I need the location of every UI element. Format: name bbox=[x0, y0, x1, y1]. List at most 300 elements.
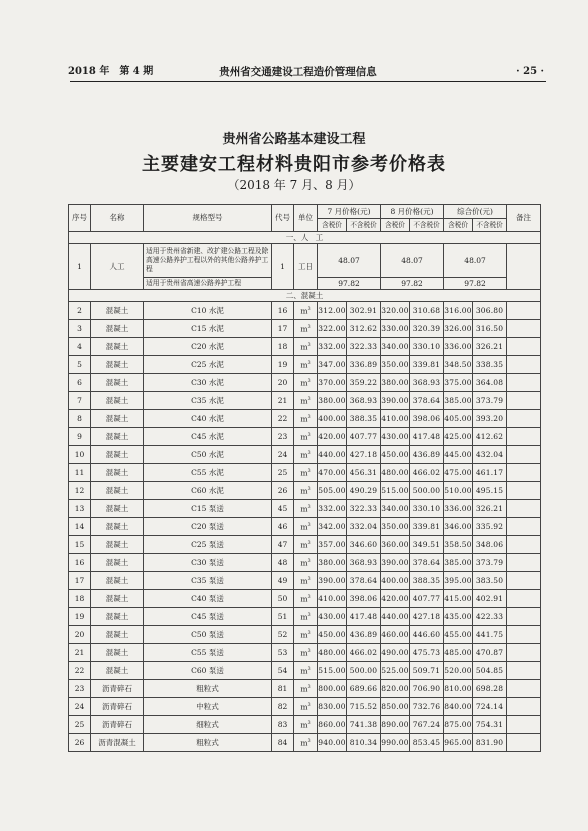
unit-exponent: 3 bbox=[307, 737, 311, 744]
row-avg-tax-in: 336.00 bbox=[444, 338, 473, 356]
jul-tax-ex: 不含税价 bbox=[347, 219, 381, 232]
row-avg-tax-in: 435.00 bbox=[444, 608, 473, 626]
row-aug-tax-in: 430.00 bbox=[381, 428, 410, 446]
row-jul-tax-in: 480.00 bbox=[318, 644, 347, 662]
row-avg-tax-in: 455.00 bbox=[444, 626, 473, 644]
row-avg-tax-in: 485.00 bbox=[444, 644, 473, 662]
labor-jul-1: 48.07 bbox=[318, 244, 381, 278]
row-spec: C45 水泥 bbox=[144, 428, 272, 446]
row-unit bbox=[294, 698, 318, 716]
row-aug-tax-ex: 500.00 bbox=[410, 482, 444, 500]
row-unit bbox=[294, 608, 318, 626]
row-jul-tax-in: 332.00 bbox=[318, 500, 347, 518]
unit-base: m bbox=[300, 306, 308, 315]
row-name: 混凝土 bbox=[91, 320, 144, 338]
row-avg-tax-in: 520.00 bbox=[444, 662, 473, 680]
row-no: 24 bbox=[69, 698, 91, 716]
labor-aug-1: 48.07 bbox=[381, 244, 444, 278]
row-note bbox=[507, 716, 541, 734]
row-aug-tax-ex: 368.93 bbox=[410, 374, 444, 392]
unit-base: m bbox=[300, 342, 308, 351]
unit-exponent: 3 bbox=[307, 701, 311, 708]
row-avg-tax-in: 425.00 bbox=[444, 428, 473, 446]
row-no: 26 bbox=[69, 734, 91, 752]
row-code: 19 bbox=[272, 356, 294, 374]
unit-exponent: 3 bbox=[307, 683, 311, 690]
col-aug: 8 月价格(元) bbox=[381, 205, 444, 219]
row-note bbox=[507, 392, 541, 410]
table-row bbox=[69, 356, 541, 374]
unit-exponent: 3 bbox=[307, 395, 311, 402]
row-unit bbox=[294, 374, 318, 392]
row-note bbox=[507, 302, 541, 320]
row-aug-tax-in: 320.00 bbox=[381, 302, 410, 320]
row-avg-tax-ex: 461.17 bbox=[473, 464, 507, 482]
row-unit bbox=[294, 554, 318, 572]
unit-exponent: 3 bbox=[307, 575, 311, 582]
row-name: 混凝土 bbox=[91, 464, 144, 482]
row-no: 3 bbox=[69, 320, 91, 338]
row-no: 18 bbox=[69, 590, 91, 608]
table-row bbox=[69, 554, 541, 572]
unit-base: m bbox=[300, 468, 308, 477]
row-jul-tax-ex: 368.93 bbox=[347, 392, 381, 410]
row-avg-tax-ex: 364.08 bbox=[473, 374, 507, 392]
row-code: 16 bbox=[272, 302, 294, 320]
row-aug-tax-in: 515.00 bbox=[381, 482, 410, 500]
row-spec: C55 水泥 bbox=[144, 464, 272, 482]
row-aug-tax-in: 850.00 bbox=[381, 698, 410, 716]
table-row bbox=[69, 410, 541, 428]
row-note bbox=[507, 320, 541, 338]
jul-tax-in: 含税价 bbox=[318, 219, 347, 232]
col-avg: 综合价(元) bbox=[444, 205, 507, 219]
unit-base: m bbox=[300, 648, 308, 657]
row-aug-tax-ex: 378.64 bbox=[410, 392, 444, 410]
table-row bbox=[69, 590, 541, 608]
row-no: 22 bbox=[69, 662, 91, 680]
row-note bbox=[507, 644, 541, 662]
row-jul-tax-ex: 490.29 bbox=[347, 482, 381, 500]
row-name: 混凝土 bbox=[91, 428, 144, 446]
row-jul-tax-in: 515.00 bbox=[318, 662, 347, 680]
table-row bbox=[69, 644, 541, 662]
row-avg-tax-ex: 495.15 bbox=[473, 482, 507, 500]
row-unit bbox=[294, 680, 318, 698]
table-row bbox=[69, 698, 541, 716]
labor-avg-1: 48.07 bbox=[444, 244, 507, 278]
row-spec: C40 泵送 bbox=[144, 590, 272, 608]
row-jul-tax-ex: 689.66 bbox=[347, 680, 381, 698]
unit-base: m bbox=[300, 630, 308, 639]
header-row bbox=[69, 205, 541, 219]
row-no: 20 bbox=[69, 626, 91, 644]
row-jul-tax-ex: 407.77 bbox=[347, 428, 381, 446]
row-avg-tax-ex: 316.50 bbox=[473, 320, 507, 338]
unit-base: m bbox=[300, 702, 308, 711]
row-jul-tax-in: 860.00 bbox=[318, 716, 347, 734]
row-name: 混凝土 bbox=[91, 590, 144, 608]
table-row bbox=[69, 374, 541, 392]
row-jul-tax-in: 430.00 bbox=[318, 608, 347, 626]
unit-exponent: 3 bbox=[307, 647, 311, 654]
row-avg-tax-in: 395.00 bbox=[444, 572, 473, 590]
row-jul-tax-in: 357.00 bbox=[318, 536, 347, 554]
unit-base: m bbox=[300, 378, 308, 387]
issue-label: 2018 年 第 4 期 bbox=[68, 66, 154, 77]
row-name: 沥青混凝土 bbox=[91, 734, 144, 752]
row-aug-tax-in: 380.00 bbox=[381, 374, 410, 392]
row-aug-tax-ex: 427.18 bbox=[410, 608, 444, 626]
row-name: 混凝土 bbox=[91, 554, 144, 572]
row-aug-tax-ex: 388.35 bbox=[410, 572, 444, 590]
row-spec: C35 水泥 bbox=[144, 392, 272, 410]
row-aug-tax-in: 340.00 bbox=[381, 500, 410, 518]
title-line-3: （2018 年 7 月、8 月） bbox=[227, 178, 361, 192]
row-jul-tax-ex: 312.62 bbox=[347, 320, 381, 338]
row-aug-tax-in: 360.00 bbox=[381, 536, 410, 554]
row-name: 混凝土 bbox=[91, 608, 144, 626]
labor-code: 1 bbox=[272, 244, 294, 290]
unit-exponent: 3 bbox=[307, 611, 311, 618]
row-avg-tax-in: 510.00 bbox=[444, 482, 473, 500]
row-no: 7 bbox=[69, 392, 91, 410]
row-spec: C55 泵送 bbox=[144, 644, 272, 662]
page-header bbox=[22, 64, 574, 80]
row-no: 19 bbox=[69, 608, 91, 626]
row-avg-tax-ex: 402.91 bbox=[473, 590, 507, 608]
row-jul-tax-in: 380.00 bbox=[318, 554, 347, 572]
row-jul-tax-ex: 810.34 bbox=[347, 734, 381, 752]
row-avg-tax-ex: 326.21 bbox=[473, 338, 507, 356]
row-jul-tax-ex: 436.89 bbox=[347, 626, 381, 644]
unit-exponent: 3 bbox=[307, 719, 311, 726]
row-avg-tax-ex: 441.75 bbox=[473, 626, 507, 644]
row-jul-tax-ex: 500.00 bbox=[347, 662, 381, 680]
row-aug-tax-in: 820.00 bbox=[381, 680, 410, 698]
row-avg-tax-in: 375.00 bbox=[444, 374, 473, 392]
row-avg-tax-ex: 338.35 bbox=[473, 356, 507, 374]
row-note bbox=[507, 374, 541, 392]
title-line-1: 贵州省公路基本建设工程 bbox=[222, 132, 366, 147]
unit-exponent: 3 bbox=[307, 323, 311, 330]
labor-desc-2: 适用于贵州省高速公路养护工程 bbox=[144, 278, 272, 290]
section-row-concrete bbox=[69, 290, 541, 302]
row-name: 沥青碎石 bbox=[91, 698, 144, 716]
row-name: 混凝土 bbox=[91, 662, 144, 680]
row-name: 混凝土 bbox=[91, 302, 144, 320]
row-aug-tax-in: 390.00 bbox=[381, 554, 410, 572]
table-row bbox=[69, 626, 541, 644]
row-jul-tax-ex: 302.91 bbox=[347, 302, 381, 320]
row-jul-tax-in: 940.00 bbox=[318, 734, 347, 752]
row-no: 10 bbox=[69, 446, 91, 464]
row-spec: C25 泵送 bbox=[144, 536, 272, 554]
row-name: 混凝土 bbox=[91, 446, 144, 464]
row-code: 50 bbox=[272, 590, 294, 608]
row-code: 25 bbox=[272, 464, 294, 482]
unit-exponent: 3 bbox=[307, 629, 311, 636]
row-name: 混凝土 bbox=[91, 338, 144, 356]
row-note bbox=[507, 734, 541, 752]
row-aug-tax-in: 330.00 bbox=[381, 320, 410, 338]
unit-base: m bbox=[300, 450, 308, 459]
unit-base: m bbox=[300, 504, 308, 513]
row-no: 21 bbox=[69, 644, 91, 662]
row-code: 45 bbox=[272, 500, 294, 518]
row-aug-tax-ex: 475.73 bbox=[410, 644, 444, 662]
row-jul-tax-ex: 346.60 bbox=[347, 536, 381, 554]
row-name: 混凝土 bbox=[91, 482, 144, 500]
row-aug-tax-in: 400.00 bbox=[381, 572, 410, 590]
labor-jul-2: 97.82 bbox=[318, 278, 381, 290]
row-aug-tax-ex: 378.64 bbox=[410, 554, 444, 572]
unit-exponent: 3 bbox=[307, 449, 311, 456]
unit-base: m bbox=[300, 486, 308, 495]
row-aug-tax-in: 450.00 bbox=[381, 446, 410, 464]
row-code: 18 bbox=[272, 338, 294, 356]
table-row bbox=[69, 464, 541, 482]
unit-base: m bbox=[300, 414, 308, 423]
table-row bbox=[69, 392, 541, 410]
row-aug-tax-ex: 310.68 bbox=[410, 302, 444, 320]
unit-exponent: 3 bbox=[307, 341, 311, 348]
row-jul-tax-ex: 388.35 bbox=[347, 410, 381, 428]
row-name: 混凝土 bbox=[91, 392, 144, 410]
table-row bbox=[69, 680, 541, 698]
unit-exponent: 3 bbox=[307, 557, 311, 564]
section-title-concrete: 二、混凝土 bbox=[69, 290, 541, 302]
row-aug-tax-ex: 417.48 bbox=[410, 428, 444, 446]
row-aug-tax-ex: 446.60 bbox=[410, 626, 444, 644]
unit-base: m bbox=[300, 360, 308, 369]
row-aug-tax-ex: 466.02 bbox=[410, 464, 444, 482]
row-avg-tax-in: 385.00 bbox=[444, 554, 473, 572]
row-unit bbox=[294, 644, 318, 662]
row-note bbox=[507, 662, 541, 680]
row-jul-tax-ex: 359.22 bbox=[347, 374, 381, 392]
row-avg-tax-ex: 698.28 bbox=[473, 680, 507, 698]
unit-exponent: 3 bbox=[307, 377, 311, 384]
row-aug-tax-in: 440.00 bbox=[381, 608, 410, 626]
row-no: 13 bbox=[69, 500, 91, 518]
row-avg-tax-in: 445.00 bbox=[444, 446, 473, 464]
table-row bbox=[69, 338, 541, 356]
row-jul-tax-in: 312.00 bbox=[318, 302, 347, 320]
row-avg-tax-in: 840.00 bbox=[444, 698, 473, 716]
row-jul-tax-ex: 456.31 bbox=[347, 464, 381, 482]
row-jul-tax-in: 342.00 bbox=[318, 518, 347, 536]
row-jul-tax-ex: 715.52 bbox=[347, 698, 381, 716]
row-avg-tax-in: 405.00 bbox=[444, 410, 473, 428]
journal-title: 贵州省交通建设工程造价管理信息 bbox=[219, 66, 377, 78]
row-jul-tax-in: 800.00 bbox=[318, 680, 347, 698]
row-aug-tax-ex: 732.76 bbox=[410, 698, 444, 716]
row-aug-tax-ex: 339.81 bbox=[410, 518, 444, 536]
row-no: 15 bbox=[69, 536, 91, 554]
row-unit bbox=[294, 410, 318, 428]
row-spec: C30 水泥 bbox=[144, 374, 272, 392]
row-jul-tax-in: 380.00 bbox=[318, 392, 347, 410]
row-unit bbox=[294, 428, 318, 446]
row-unit bbox=[294, 320, 318, 338]
unit-base: m bbox=[300, 738, 308, 747]
row-aug-tax-in: 350.00 bbox=[381, 356, 410, 374]
row-spec: 粗粒式 bbox=[144, 734, 272, 752]
unit-exponent: 3 bbox=[307, 665, 311, 672]
unit-base: m bbox=[300, 540, 308, 549]
row-code: 46 bbox=[272, 518, 294, 536]
labor-note bbox=[507, 244, 541, 290]
row-note bbox=[507, 428, 541, 446]
row-avg-tax-ex: 754.31 bbox=[473, 716, 507, 734]
unit-exponent: 3 bbox=[307, 431, 311, 438]
unit-base: m bbox=[300, 558, 308, 567]
unit-exponent: 3 bbox=[307, 593, 311, 600]
unit-base: m bbox=[300, 576, 308, 585]
row-code: 84 bbox=[272, 734, 294, 752]
row-no: 4 bbox=[69, 338, 91, 356]
row-note bbox=[507, 590, 541, 608]
labor-no: 1 bbox=[69, 244, 91, 290]
row-code: 21 bbox=[272, 392, 294, 410]
row-aug-tax-in: 350.00 bbox=[381, 518, 410, 536]
row-spec: C45 泵送 bbox=[144, 608, 272, 626]
row-avg-tax-ex: 412.62 bbox=[473, 428, 507, 446]
row-avg-tax-in: 875.00 bbox=[444, 716, 473, 734]
row-name: 混凝土 bbox=[91, 626, 144, 644]
row-aug-tax-ex: 398.06 bbox=[410, 410, 444, 428]
row-jul-tax-in: 332.00 bbox=[318, 338, 347, 356]
row-note bbox=[507, 446, 541, 464]
row-spec: C50 水泥 bbox=[144, 446, 272, 464]
avg-tax-ex: 不含税价 bbox=[473, 219, 507, 232]
row-avg-tax-in: 965.00 bbox=[444, 734, 473, 752]
row-avg-tax-ex: 393.20 bbox=[473, 410, 507, 428]
row-spec: C10 水泥 bbox=[144, 302, 272, 320]
row-jul-tax-ex: 368.93 bbox=[347, 554, 381, 572]
row-avg-tax-ex: 373.79 bbox=[473, 554, 507, 572]
row-avg-tax-in: 346.00 bbox=[444, 518, 473, 536]
labor-avg-2: 97.82 bbox=[444, 278, 507, 290]
row-spec: C15 水泥 bbox=[144, 320, 272, 338]
row-jul-tax-in: 470.00 bbox=[318, 464, 347, 482]
row-spec: 中粒式 bbox=[144, 698, 272, 716]
row-note bbox=[507, 572, 541, 590]
row-jul-tax-in: 410.00 bbox=[318, 590, 347, 608]
row-jul-tax-ex: 466.02 bbox=[347, 644, 381, 662]
row-jul-tax-ex: 336.89 bbox=[347, 356, 381, 374]
col-code: 代号 bbox=[272, 205, 294, 232]
table-row bbox=[69, 716, 541, 734]
row-no: 5 bbox=[69, 356, 91, 374]
row-aug-tax-in: 990.00 bbox=[381, 734, 410, 752]
row-spec: C15 泵送 bbox=[144, 500, 272, 518]
row-avg-tax-ex: 470.87 bbox=[473, 644, 507, 662]
row-aug-tax-in: 410.00 bbox=[381, 410, 410, 428]
row-no: 16 bbox=[69, 554, 91, 572]
row-avg-tax-ex: 422.33 bbox=[473, 608, 507, 626]
row-code: 24 bbox=[272, 446, 294, 464]
unit-base: m bbox=[300, 396, 308, 405]
unit-exponent: 3 bbox=[307, 467, 311, 474]
labor-row-1 bbox=[69, 244, 541, 278]
row-name: 沥青碎石 bbox=[91, 716, 144, 734]
row-avg-tax-in: 326.00 bbox=[444, 320, 473, 338]
row-note bbox=[507, 608, 541, 626]
row-spec: C60 水泥 bbox=[144, 482, 272, 500]
row-aug-tax-ex: 706.90 bbox=[410, 680, 444, 698]
row-note bbox=[507, 518, 541, 536]
row-name: 混凝土 bbox=[91, 644, 144, 662]
col-unit: 单位 bbox=[294, 205, 318, 232]
row-code: 17 bbox=[272, 320, 294, 338]
row-avg-tax-ex: 383.50 bbox=[473, 572, 507, 590]
row-aug-tax-in: 460.00 bbox=[381, 626, 410, 644]
unit-base: m bbox=[300, 522, 308, 531]
row-spec: C25 水泥 bbox=[144, 356, 272, 374]
table-row bbox=[69, 482, 541, 500]
unit-base: m bbox=[300, 594, 308, 603]
page-number: · 25 · bbox=[516, 66, 544, 77]
row-unit bbox=[294, 500, 318, 518]
row-no: 17 bbox=[69, 572, 91, 590]
row-code: 53 bbox=[272, 644, 294, 662]
row-unit bbox=[294, 464, 318, 482]
row-avg-tax-in: 358.50 bbox=[444, 536, 473, 554]
row-aug-tax-in: 890.00 bbox=[381, 716, 410, 734]
row-avg-tax-ex: 335.92 bbox=[473, 518, 507, 536]
aug-tax-ex: 不含税价 bbox=[410, 219, 444, 232]
col-note: 备注 bbox=[507, 205, 541, 232]
row-aug-tax-ex: 436.89 bbox=[410, 446, 444, 464]
row-jul-tax-ex: 417.48 bbox=[347, 608, 381, 626]
row-unit bbox=[294, 626, 318, 644]
row-aug-tax-in: 390.00 bbox=[381, 392, 410, 410]
row-no: 9 bbox=[69, 428, 91, 446]
row-jul-tax-ex: 398.06 bbox=[347, 590, 381, 608]
row-name: 混凝土 bbox=[91, 374, 144, 392]
col-no: 序号 bbox=[69, 205, 91, 232]
row-note bbox=[507, 338, 541, 356]
row-jul-tax-ex: 378.64 bbox=[347, 572, 381, 590]
row-note bbox=[507, 410, 541, 428]
row-avg-tax-in: 385.00 bbox=[444, 392, 473, 410]
row-no: 12 bbox=[69, 482, 91, 500]
row-no: 14 bbox=[69, 518, 91, 536]
row-aug-tax-ex: 407.77 bbox=[410, 590, 444, 608]
row-code: 49 bbox=[272, 572, 294, 590]
row-unit bbox=[294, 590, 318, 608]
price-table bbox=[68, 204, 541, 752]
row-unit bbox=[294, 536, 318, 554]
unit-base: m bbox=[300, 666, 308, 675]
row-note bbox=[507, 626, 541, 644]
unit-exponent: 3 bbox=[307, 521, 311, 528]
row-unit bbox=[294, 482, 318, 500]
unit-base: m bbox=[300, 684, 308, 693]
row-code: 83 bbox=[272, 716, 294, 734]
table-row bbox=[69, 608, 541, 626]
table-row bbox=[69, 662, 541, 680]
row-aug-tax-ex: 330.10 bbox=[410, 338, 444, 356]
row-note bbox=[507, 482, 541, 500]
row-jul-tax-in: 450.00 bbox=[318, 626, 347, 644]
unit-exponent: 3 bbox=[307, 539, 311, 546]
row-jul-tax-in: 830.00 bbox=[318, 698, 347, 716]
row-aug-tax-ex: 330.10 bbox=[410, 500, 444, 518]
row-avg-tax-in: 415.00 bbox=[444, 590, 473, 608]
